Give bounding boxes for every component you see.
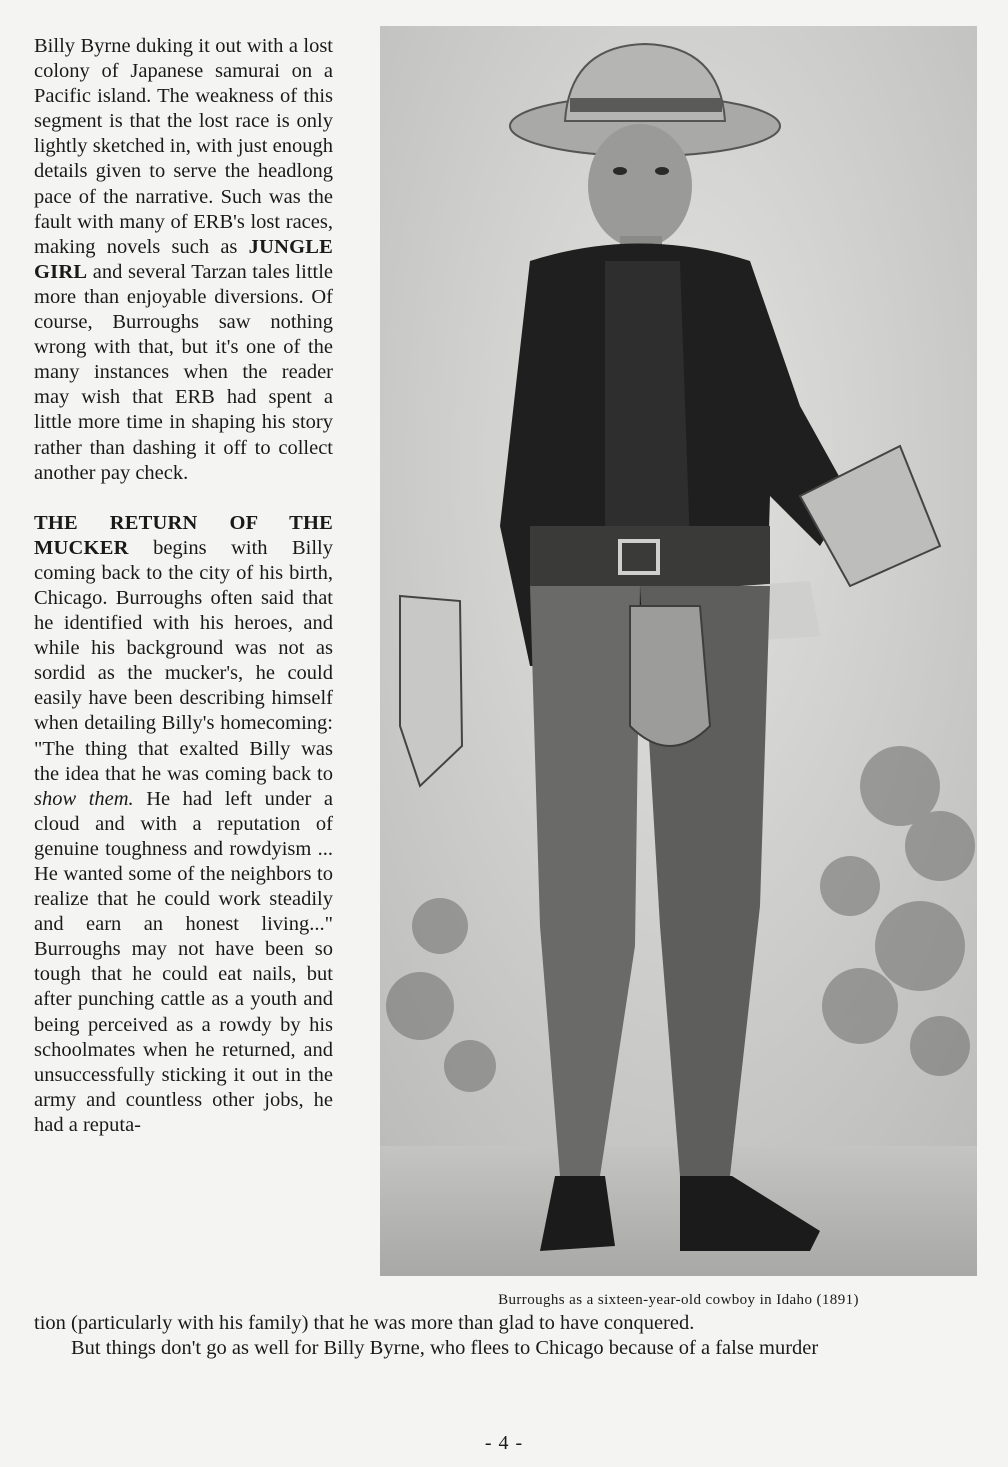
- emphasis-text: show them.: [34, 787, 134, 810]
- book-title-jungle-girl: JUNGLE GIRL: [34, 235, 334, 283]
- book-title-return-of-the-mucker: THE RETURN OF THE MUCKER: [34, 511, 333, 559]
- portrait-photo: [380, 26, 977, 1276]
- article-continuation: [34, 1311, 974, 1361]
- article-paragraph: [34, 34, 333, 486]
- paragraph-text: He had left under a cloud and with a reputation of genuine toughness and rowdyism ... He wanted some of the neighbors to realize that he could work steadily and earn an honest living..." Burroughs may not have been so tough that he could eat nails, but after punching cattle as a youth and being perceived as a rowdy by his schoolmates when he returned, and unsuccessfully sticking it out in the army and countless other jobs, he had a reputa-: [34, 787, 333, 1136]
- paragraph-text: Billy Byrne duking it out with a lost colony of Japanese samurai on a Pacific island. The weakness of this segment is that the lost race is only lightly sketched in, with just enough details given to serve the headlong pace of the narrative. Such was the fault with many of ERB's lost races, making novels such as: [34, 35, 333, 258]
- continuation-line: tion (particularly with his family) that he was more than glad to have conquered.: [34, 1312, 695, 1334]
- article-paragraph: [34, 511, 333, 1138]
- cowboy-portrait-illustration: [380, 26, 977, 1276]
- paragraph-text: and several Tarzan tales little more than enjoyable diversions. Of course, Burroughs saw nothing wrong with that, but it's one of the many instances when the reader may wish that ERB had spent a little more time in shaping his story rather than dashing it off to collect another pay check.: [34, 260, 334, 484]
- continuation-line: But things don't go as well for Billy Byrne, who flees to Chicago because of a false murder: [71, 1337, 819, 1360]
- paragraph-text: begins with Billy coming back to the city of his birth, Chicago. Burroughs often said that he identified with his heroes, and while his background was not as sordid as the mucker's, he could easily have been describing himself when detailing Billy's homecoming: "The thing that exalted Billy was the idea that he was coming back to: [34, 536, 334, 785]
- article-column: [34, 34, 333, 1138]
- page-number: - 4 -: [484, 1432, 524, 1454]
- photo-caption: Burroughs as a sixteen-year-old cowboy in Idaho (1891): [498, 1292, 859, 1308]
